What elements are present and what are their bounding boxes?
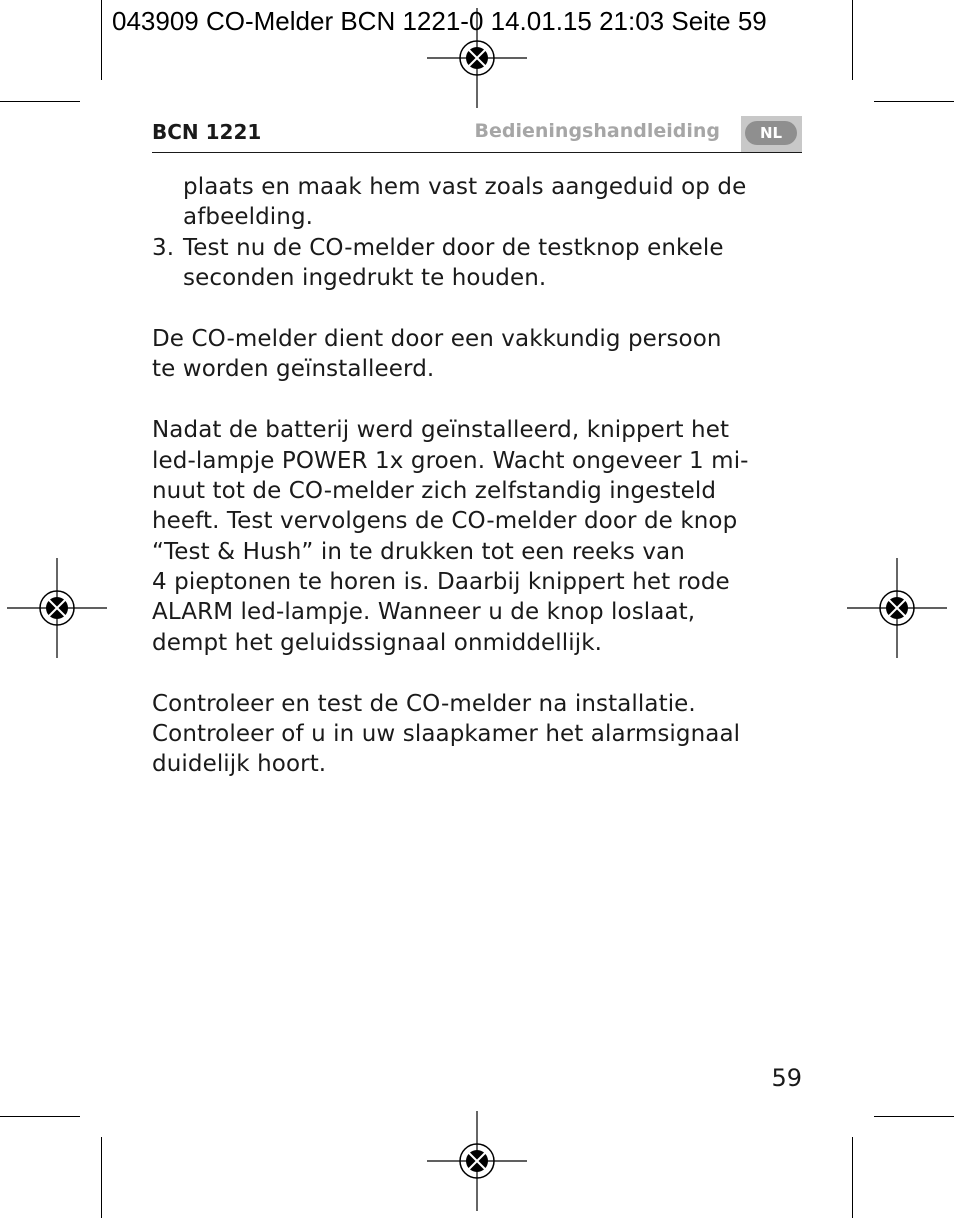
- text-line: nuut tot de CO-melder zich zelfstandig ingesteld: [152, 477, 717, 504]
- text-line: De CO-melder dient door een vakkundig persoon: [152, 325, 722, 352]
- running-header: [152, 116, 802, 152]
- print-slug: 043909 CO-Melder BCN 1221-0 14.01.15 21:03 Seite 59: [112, 6, 767, 36]
- manual-title: Bedieningshandleiding: [474, 120, 720, 142]
- crop-mark-bottom-left-horizontal: [0, 1116, 80, 1117]
- crop-mark-top-right-horizontal: [874, 101, 954, 102]
- registration-mark-right-icon: [847, 558, 947, 658]
- text-line: Test nu de CO-melder door de testknop enkele: [183, 234, 724, 261]
- body-text: [152, 172, 807, 780]
- page-number: 59: [771, 1064, 802, 1092]
- crop-mark-top-left-vertical: [101, 0, 102, 80]
- language-tab: [741, 116, 802, 152]
- text-line: dempt het geluidssignaal onmiddellijk.: [152, 629, 603, 656]
- registration-mark-left-icon: [7, 558, 107, 658]
- language-badge: NL: [745, 121, 797, 145]
- text-line: heeft. Test vervolgens de CO-melder door de knop: [152, 508, 738, 535]
- text-line: te worden geïnstalleerd.: [152, 356, 435, 383]
- model-name: BCN 1221: [152, 120, 262, 144]
- text-line: plaats en maak hem vast zoals aangeduid op de: [183, 174, 747, 200]
- text-line: “Test & Hush” in te drukken tot een reeks van: [152, 538, 685, 565]
- registration-mark-bottom-icon: [427, 1111, 527, 1211]
- text-line: duidelijk hoort.: [152, 751, 327, 778]
- text-line: 4 pieptonen te horen is. Daarbij knippert het rode: [152, 569, 730, 596]
- list-number: 3.: [152, 234, 175, 261]
- text-line: led-lampje POWER 1x groen. Wacht ongeveer 1 mi-: [152, 447, 749, 474]
- header-rule: [152, 152, 802, 153]
- registration-mark-top-icon: [427, 8, 527, 108]
- crop-mark-bottom-right-horizontal: [874, 1116, 954, 1117]
- crop-mark-bottom-left-vertical: [101, 1137, 102, 1218]
- text-line: Controleer of u in uw slaapkamer het alarmsignaal: [152, 721, 741, 748]
- crop-mark-bottom-right-vertical: [852, 1137, 853, 1218]
- text-line: Controleer en test de CO-melder na installatie.: [152, 690, 696, 717]
- crop-mark-top-left-horizontal: [0, 101, 80, 102]
- crop-mark-top-right-vertical: [852, 0, 853, 80]
- text-line: Nadat de batterij werd geïnstalleerd, knippert het: [152, 417, 730, 444]
- list-item-3: [152, 233, 807, 263]
- text-line: afbeelding.: [183, 204, 314, 231]
- text-line: seconden ingedrukt te houden.: [183, 265, 547, 292]
- text-line: ALARM led-lampje. Wanneer u de knop loslaat,: [152, 599, 696, 626]
